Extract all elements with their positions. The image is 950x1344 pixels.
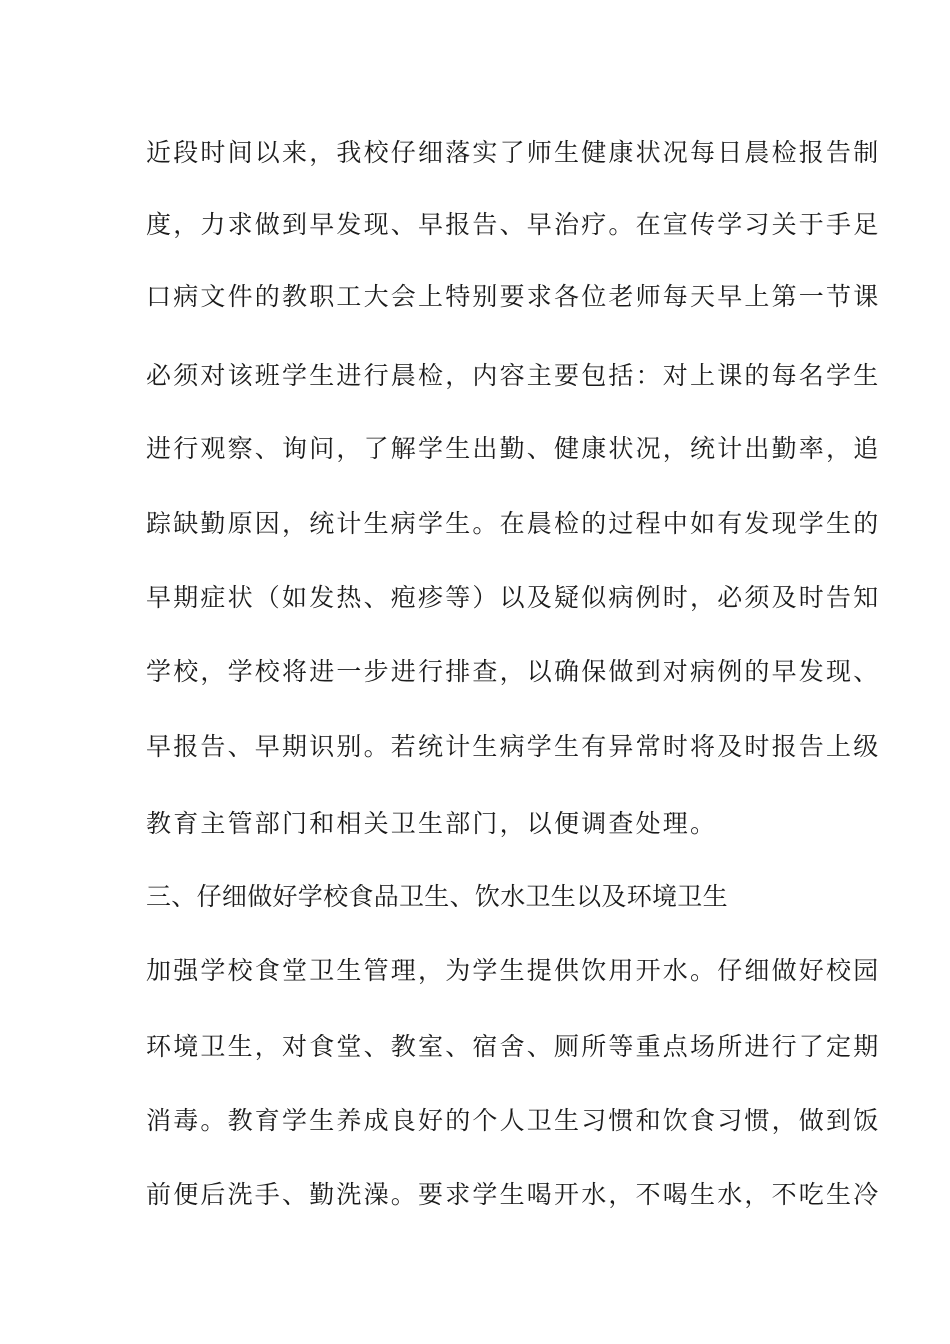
- paragraph-line: 度，力求做到早发现、早报告、早治疗。在宣传学习关于手足: [146, 210, 881, 239]
- paragraph-line: 进行观察、询问，了解学生出勤、健康状况，统计出勤率，追: [146, 434, 881, 463]
- paragraph-line: 前便后洗手、勤洗澡。要求学生喝开水，不喝生水，不吃生冷: [146, 1180, 881, 1209]
- paragraph-line: 教育主管部门和相关卫生部门，以便调查处理。: [146, 809, 718, 838]
- paragraph-line: 口病文件的教职工大会上特别要求各位老师每天早上第一节课: [146, 282, 881, 311]
- section-heading: 三、仔细做好学校食品卫生、饮水卫生以及环境卫生: [146, 882, 728, 911]
- paragraph-line: 必须对该班学生进行晨检，内容主要包括：对上课的每名学生: [146, 361, 881, 390]
- paragraph-line: 加强学校食堂卫生管理，为学生提供饮用开水。仔细做好校园: [146, 956, 881, 985]
- paragraph-line: 早报告、早期识别。若统计生病学生有异常时将及时报告上级: [146, 732, 881, 761]
- paragraph-line: 近段时间以来，我校仔细落实了师生健康状况每日晨检报告制: [146, 138, 881, 167]
- paragraph-line: 踪缺勤原因，统计生病学生。在晨检的过程中如有发现学生的: [146, 509, 881, 538]
- paragraph-line: 学校，学校将进一步进行排查，以确保做到对病例的早发现、: [146, 657, 881, 686]
- paragraph-line: 早期症状（如发热、疱疹等）以及疑似病例时，必须及时告知: [146, 583, 881, 612]
- paragraph-line: 消毒。教育学生养成良好的个人卫生习惯和饮食习惯，做到饭: [146, 1106, 881, 1135]
- paragraph-line: 环境卫生，对食堂、教室、宿舍、厕所等重点场所进行了定期: [146, 1032, 881, 1061]
